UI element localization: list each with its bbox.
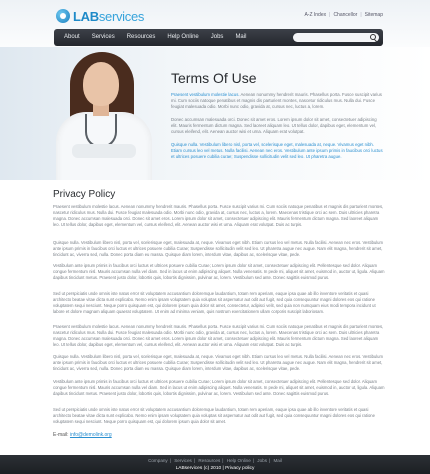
top-link-sitemap[interactable]: Sitemap <box>364 12 383 18</box>
email-link[interactable]: info@demolink.org <box>69 432 112 438</box>
nav-item-mail[interactable]: Mail <box>235 34 247 40</box>
terms-paragraph-3: Quisque nulla. Vestibulum libero nisl, porta vel, scelerisque eget, malesuada at, neque. Vivamus eget nibh. Etiam cursus leo vel metus. Nulla facilisi. Aenean nec eros. Vestibulum ante ipsum primis in faucibus orci luctus et ultrices posuere cubilia curae; Suspendisse sollicitudin velit sed leo. Ut pharetra augue. <box>171 142 383 160</box>
nav-item-jobs[interactable]: Jobs <box>210 34 224 40</box>
terms-of-use-title: Terms Of Use <box>171 70 257 86</box>
nav-item-resources[interactable]: Resources <box>126 34 156 40</box>
doctor-photo <box>50 48 162 180</box>
top-link-az-index[interactable]: A-Z Index <box>304 12 327 18</box>
privacy-paragraph: Praesent vestibulum molestie lacus. Aenean nonummy hendrerit mauris. Phasellus porta. Fusce suscipit varius mi. Cum sociis natoque penatibus et magnis dis parturient montes, nascetur ridiculus mus. Nulla dui. Fusce feugiat malesuada odio. Morbi nunc odio, gravida at, cursus nec, luctus a, lorem. Maecenas tristique orci ac sem. Duis ultricies pharetra magna. Donec accumsan malesuada orci. Donec sit amet eros. Lorem ipsum dolor sit amet, consectetuer adipiscing elit. Mauris fermentum dictum magna. Sed laoreet aliquam leo. Ut tellus dolor, dapibus eget, elementum vel, cursus eleifend, elit. Aenean auctor wisi et urna. Aliquam erat volutpat. Duis ac turpis. <box>53 204 384 227</box>
footer-copyright: LABservices (c) 2010 | Privacy policy <box>175 466 255 471</box>
nav-item-about[interactable]: About <box>64 34 80 40</box>
terms-paragraph-2: Donec accumsan malesuada orci. Donec sit amet eros. Lorem ipsum dolor sit amet, consectetuer adipiscing elit. Mauris fermentum dictum magna. Sed laoreet aliquam leo. Ut tellus dolor, dapibus eget, elementum vel, cursus eleifend, elit. Aenean auctor wisi et urna. Aliquam erat volutpat. <box>171 117 377 135</box>
search-box <box>293 33 379 42</box>
main-nav <box>54 29 383 46</box>
nav-item-help-online[interactable]: Help Online <box>167 34 199 40</box>
footer-link-help-online[interactable]: Help Online <box>226 458 251 463</box>
footer-link-services[interactable]: Services <box>174 458 192 463</box>
privacy-paragraph: Vestibulum ante ipsum primis in faucibus orci luctus et ultrices posuere cubilia Curae; Lorem ipsum dolor sit amet, consectetuer adipiscing elit. Pellentesque sed dolor. Aliquam congue fermentum nisl. Mauris accumsan nulla vel diam. Sed in lacus ut enim adipiscing aliquet. Nulla venenatis. In pede mi, aliquet sit amet, euismod in, auctor ut, ligula. Aliquam dapibus tincidunt metus. Praesent justo dolor, lobortis quis, lobortis dignissim, pulvinar ac, lorem. Vestibulum sed ante. Donec sagittis euismod purus. <box>53 263 385 280</box>
footer-link-mail[interactable]: Mail <box>273 458 282 463</box>
privacy-paragraph: Vestibulum ante ipsum primis in faucibus orci luctus et ultrices posuere cubilia Curae; Lorem ipsum dolor sit amet, consectetuer adipiscing elit. Pellentesque sed dolor. Aliquam congue fermentum nisl. Mauris accumsan nulla vel diam. Sed in lacus ut enim adipiscing aliquet. Nulla venenatis. In pede mi, aliquet sit amet, euismod in, auctor ut, ligula. Aliquam dapibus tincidunt metus. Praesent justo dolor, lobortis quis, lobortis dignissim, pulvinar ac, lorem. Vestibulum sed ante. Donec sagittis euismod purus. <box>53 379 385 396</box>
footer <box>0 455 430 474</box>
footer-link-jobs[interactable]: Jobs <box>257 458 267 463</box>
nav-item-services[interactable]: Services <box>91 34 115 40</box>
footer-link-company[interactable]: Company <box>148 458 168 463</box>
privacy-policy-link[interactable]: Privacy policy <box>225 466 255 471</box>
logo-mark-icon <box>56 9 70 23</box>
privacy-policy-title: Privacy Policy <box>53 189 116 200</box>
stethoscope-icon <box>85 114 117 148</box>
privacy-paragraph: Sed ut perspiciatis unde omnis iste natus error sit voluptatem accusantium doloremque laudantium, totam rem aperiam, eaque ipsa quae ab illo inventore veritatis et quasi architecto beatae vitae dicta sunt explicabo. Nemo enim ipsam voluptatem quia voluptas sit aspernatur aut odit aut fugit, sed quia consequuntur magni dolores eos qui ratione voluptatem sequi nesciunt. Neque porro quisquam est, qui dolorem ipsum quia dolor sit amet, consectetur, adipisci velit, sed quia non numquam eius modi tempora incidunt ut labore et dolore magnam aliquam quaerat voluptatem. Ut enim ad minima veniam, quis nostrum exercitationem ullam corporis suscipit laboriosam. <box>53 291 376 314</box>
privacy-paragraph: Sed ut perspiciatis unde omnis iste natus error sit voluptatem accusantium doloremque laudantium, totam rem aperiam, eaque ipsa quae ab illo inventore veritatis et quasi architecto beatae vitae dicta sunt explicabo. Nemo enim ipsam voluptatem quia voluptas sit aspernatur aut odit aut fugit, sed quia consequuntur magni dolores eos qui ratione voluptatem sequi nesciunt. Neque porro quisquam est, qui dolorem ipsum quia dolor sit amet. <box>53 407 375 424</box>
footer-links: Company | Services | Resources | Help Online | Jobs | Mail <box>148 458 282 463</box>
top-link-chancellor[interactable]: Chancellor <box>333 12 358 18</box>
privacy-paragraph: Quisque nulla. Vestibulum libero nisl, porta vel, scelerisque eget, malesuada at, neque. Vivamus eget nibh. Etiam cursus leo vel metus. Nulla facilisi. Aenean nec eros. Vestibulum ante ipsum primis in faucibus orci luctus et ultrices posuere cubilia Curae; Suspendisse sollicitudin velit sed leo. Ut pharetra augue nec augue. Nam elit magna, hendrerit sit amet, tincidunt ac, viverra sed, nulla. Donec porta diam eu massa. Quisque diam lorem, interdum vitae, dapibus ac, scelerisque vitae, pede. <box>53 240 383 257</box>
logo[interactable] <box>56 8 144 24</box>
contact-email-line: E-mail: info@demolink.org <box>53 432 112 438</box>
search-icon[interactable] <box>370 34 376 40</box>
top-links: A-Z Index | Chancellor | Sitemap <box>304 12 383 18</box>
logo-text: LABservices <box>73 8 145 24</box>
privacy-paragraph: Praesent vestibulum molestie lacus. Aenean nonummy hendrerit mauris. Phasellus porta. Fusce suscipit varius mi. Cum sociis natoque penatibus et magnis dis parturient montes, nascetur ridiculus mus. Nulla dui. Fusce feugiat malesuada odio. Morbi nunc odio, gravida at, cursus nec, luctus a, lorem. Maecenas tristique orci ac sem. Duis ultricies pharetra magna. Donec accumsan malesuada orci. Donec sit amet eros. Lorem ipsum dolor sit amet, consectetuer adipiscing elit. Mauris fermentum dictum magna. Sed laoreet aliquam leo. Ut tellus dolor, dapibus eget, elementum vel, cursus eleifend, elit. Aenean auctor wisi et urna. Aliquam erat volutpat. Duis ac turpis. <box>53 324 384 347</box>
footer-link-resources[interactable]: Resources <box>198 458 221 463</box>
privacy-paragraph: Quisque nulla. Vestibulum libero nisl, porta vel, scelerisque eget, malesuada at, neque. Vivamus eget nibh. Etiam cursus leo vel metus. Nulla facilisi. Aenean nec eros. Vestibulum ante ipsum primis in faucibus orci luctus et ultrices posuere cubilia Curae; Suspendisse sollicitudin velit sed leo. Ut pharetra augue nec augue. Nam elit magna, hendrerit sit amet, tincidunt ac, viverra sed, nulla. Donec porta diam eu massa. Quisque diam lorem, interdum vitae, dapibus ac, scelerisque vitae, pede. <box>53 354 383 371</box>
terms-paragraph-1: Praesent vestibulum molestie lacus. Aenean nonummy hendrerit mauris. Phasellus porta. Fusce suscipit varius mi. Cum sociis natoque penatibus et magnis dis parturient montes, nascetur ridiculus mus. Nulla dui. Fusce feugiat malesuada odio. Morbi nunc odio, gravida at, cursus nec, luctus a, lorem. <box>171 92 382 110</box>
